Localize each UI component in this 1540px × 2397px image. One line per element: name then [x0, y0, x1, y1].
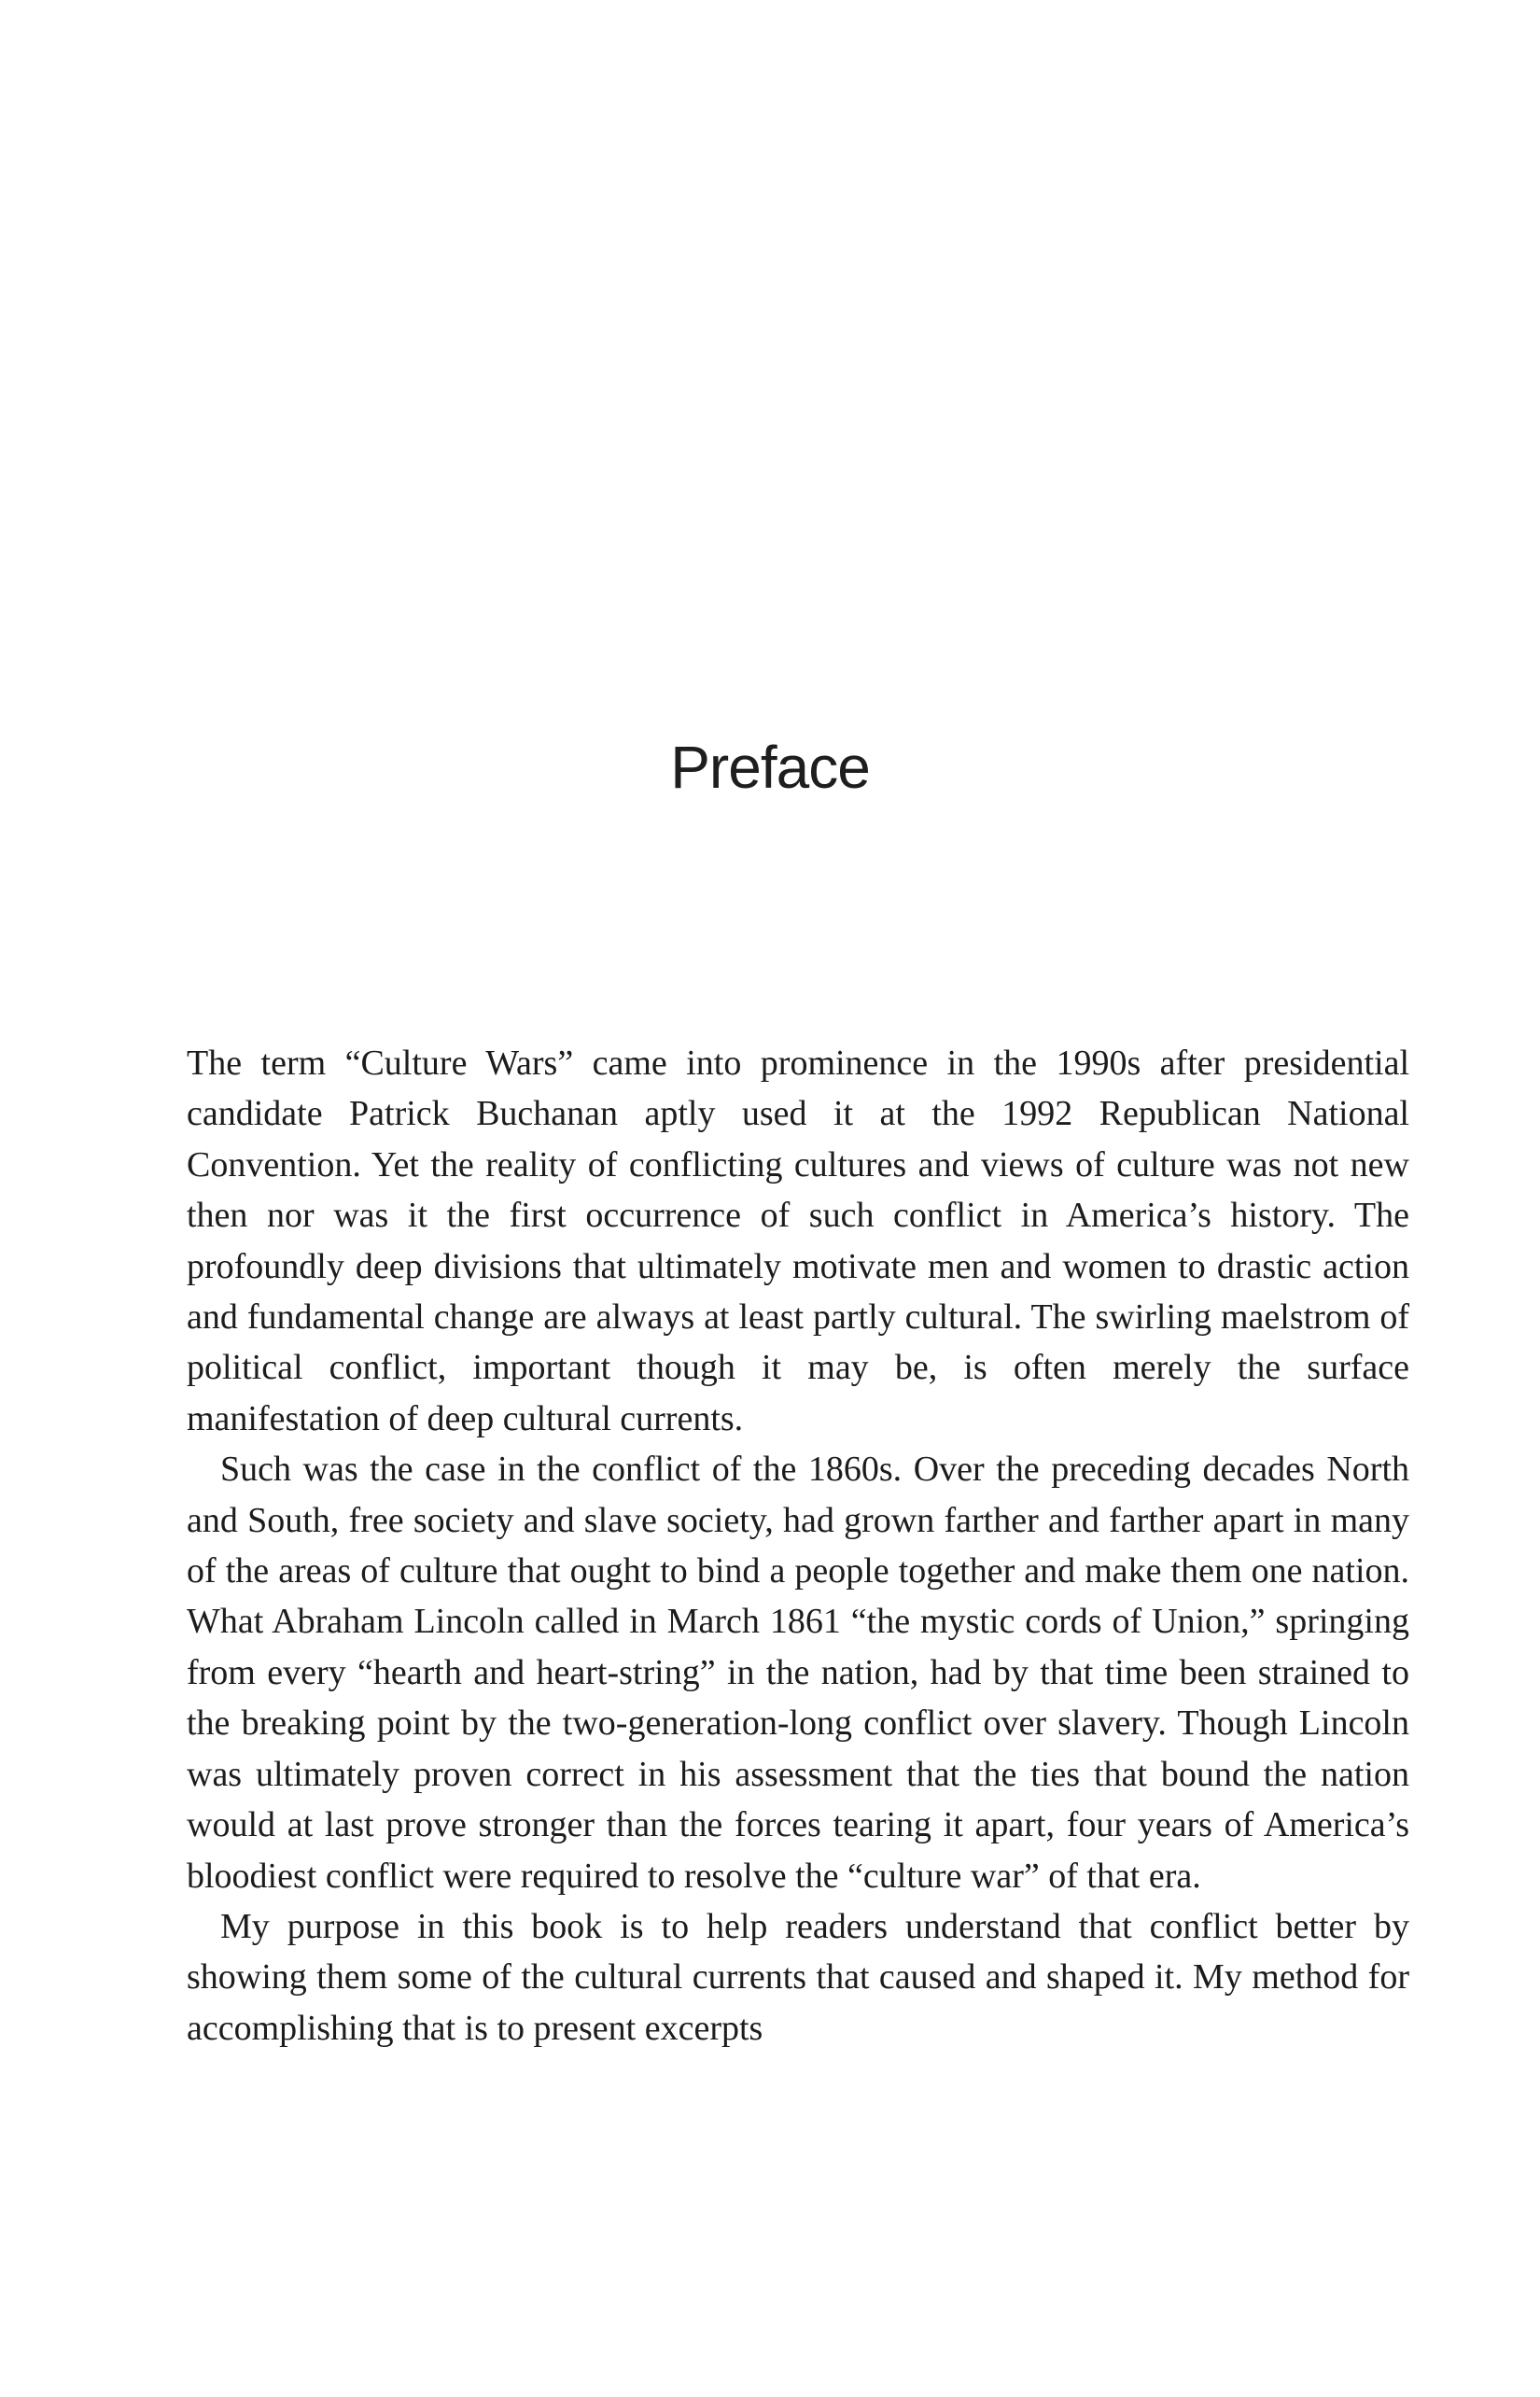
paragraph-2: Such was the case in the conflict of the 1860s. Over the preceding decades North and South, free society and slave society, had grown farther and farther apart in many of the areas of culture that ought to bind a people together and make them one nation. What Abraham Lincoln called in March 1861 “the mystic cords of Union,” springing from every “hearth and heart-string” in the nation, had by that time been strained to the breaking point by the two-generation-long conflict over slavery. Though Lincoln was ultimately proven correct in his assessment that the ties that bound the nation would at last prove stronger than the forces tearing it apart, four years of America’s bloodiest conflict were required to resolve the “culture war” of that era.: [187, 1450, 1409, 1896]
paragraph-3: My purpose in this book is to help readers understand that conflict better by showing them some of the cultural currents that caused and shaped it. My method for accomplishing that is to present excerpts: [187, 1906, 1409, 2048]
chapter-title: Preface: [670, 734, 870, 801]
body-text: [187, 1038, 1409, 2054]
paragraph-1: The term “Culture Wars” came into prominence in the 1990s after presidential candidate Patrick Buchanan aptly used it at the 1992 Republican National Convention. Yet the reality of conflicting cultures and views of culture was not new then nor was it the first occurrence of such conflict in America’s history. The profoundly deep divisions that ultimately motivate men and women to drastic action and fundamental change are always at least partly cultural. The swirling maelstrom of political conflict, important though it may be, is often merely the surface manifestation of deep cultural currents.: [187, 1044, 1409, 1438]
